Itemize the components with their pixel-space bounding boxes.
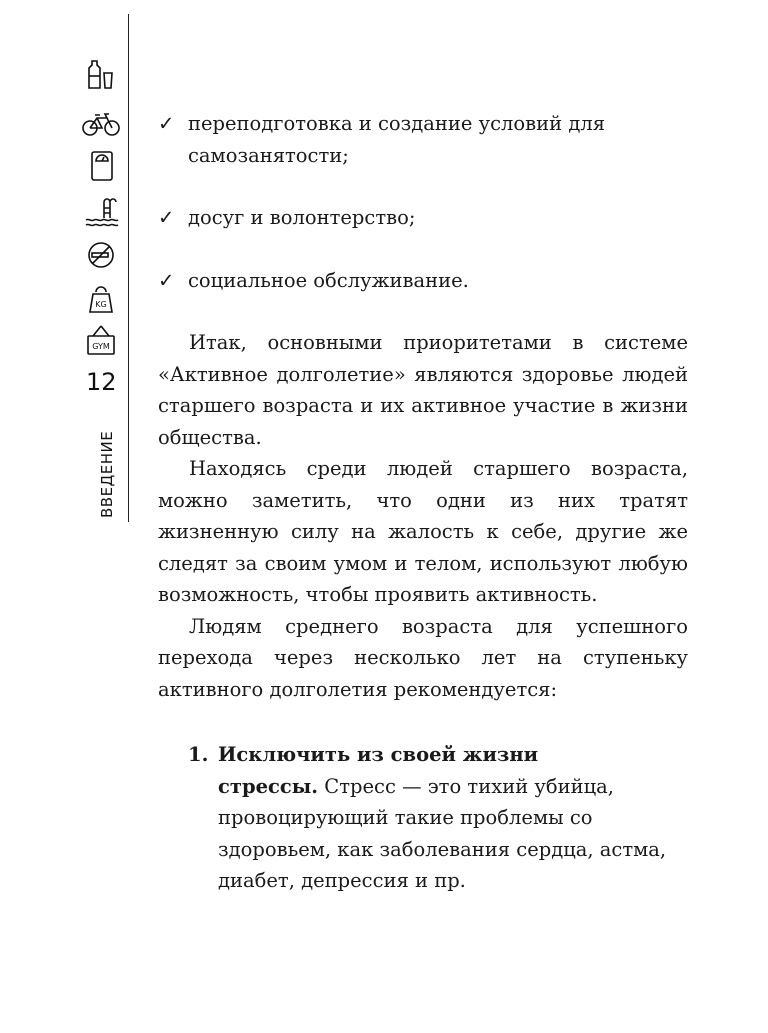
pool-ladder-icon [80, 196, 122, 230]
kettlebell-icon [80, 282, 122, 316]
section-label: ВВЕДЕНИЕ [98, 430, 116, 518]
item-heading-end: стрессы. [218, 774, 319, 798]
paragraph: Находясь среди людей старшего возраста, можно заметить, что одни из них тратят жизненную силу на жалость к себе, другие же следят за своим умом и телом, используют любую возможность, чтобы проявить активность. [158, 457, 688, 606]
page-number: 12 [86, 368, 117, 396]
main-text [158, 108, 688, 897]
item-body: Стресс — это тихий убийца, провоцирующий такие проблемы со здоровьем, как заболевания сердца, астма, диабет, депрессия и пр. [218, 774, 667, 892]
svg-text:KG: KG [95, 300, 107, 309]
paragraph: Людям среднего возраста для успешного перехода через несколько лет на ступеньку активного долголетия рекомендуется: [158, 614, 688, 701]
scale-icon [80, 150, 122, 184]
gym-sign-icon [80, 324, 122, 358]
item-number: 1. [188, 743, 209, 766]
checklist-item [158, 202, 688, 234]
checklist-text: социальное обслуживание. [188, 268, 469, 292]
numbered-item [158, 739, 688, 897]
check-icon: ✓ [158, 268, 175, 292]
check-icon: ✓ [158, 206, 175, 229]
checklist-item [158, 265, 688, 297]
margin-rule [128, 14, 129, 522]
item-heading-line: Исключить из своей жизни [218, 743, 539, 766]
checklist-text: переподготовка и создание условий для самозанятости; [188, 112, 606, 167]
paragraph: Итак, основными приоритетами в системе «Активное долголетие» являются здоровье людей старшего возраста и их активное участие в жизни общества. [158, 331, 688, 449]
checklist-item [158, 108, 688, 171]
check-icon: ✓ [158, 112, 175, 135]
svg-text:GYM: GYM [92, 342, 110, 351]
bicycle-icon [80, 106, 122, 140]
bottle-and-glass-icon [80, 58, 122, 92]
no-smoking-icon [80, 238, 122, 272]
checklist-text: досуг и волонтерство; [188, 206, 416, 229]
